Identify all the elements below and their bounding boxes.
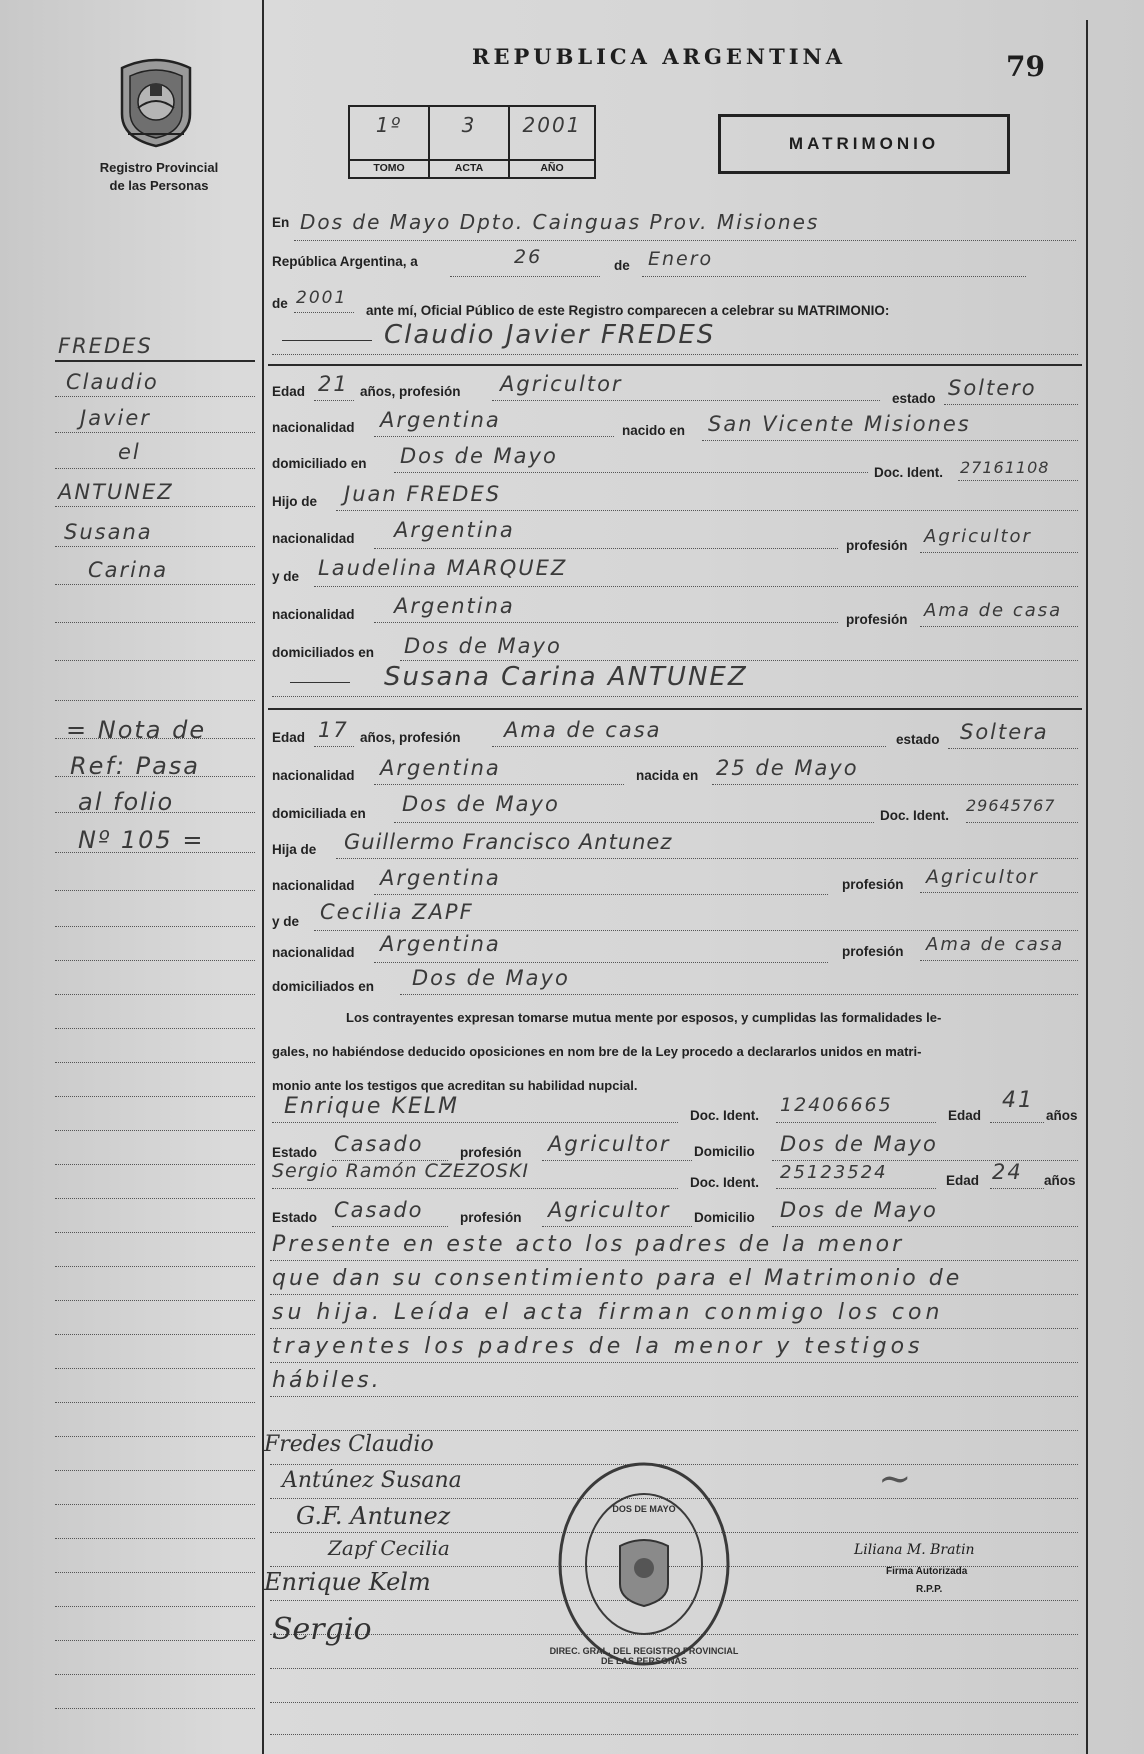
tomo-cell [350, 107, 430, 177]
acta-value: 3 [461, 113, 477, 137]
groom-full-name: Claudio Javier FREDES [384, 320, 716, 350]
margin-surname2: ANTUNEZ [58, 480, 174, 504]
bride-edad-label: Edad [272, 730, 306, 745]
witness1-name: Enrique KELM [284, 1094, 460, 1119]
year-prefix-label: de [272, 296, 288, 311]
groom-father-nac-label: nacionalidad [272, 531, 355, 546]
groom-profesion-label: años, profesión [360, 384, 461, 399]
witness1-profesion-label: profesión [460, 1145, 522, 1160]
republica-label: República Argentina, a [272, 254, 418, 269]
bride-mother-prof-label: profesión [842, 944, 904, 959]
groom-doc: 27161108 [960, 458, 1050, 477]
page-number: 79 [1006, 50, 1045, 83]
ano-value: 2001 [522, 113, 582, 137]
place-value: Dos de Mayo Dpto. Cainguas Prov. Misiones [300, 210, 820, 234]
bride-nacida: 25 de Mayo [716, 756, 859, 780]
groom-father-nac: Argentina [394, 518, 515, 542]
groom-nacido-label: nacido en [622, 423, 686, 438]
groom-profesion: Agricultor [500, 372, 623, 396]
signature-bride: Antúnez Susana [282, 1468, 462, 1493]
month-value: Enero [648, 248, 714, 270]
witness1-edad: 41 [1002, 1088, 1034, 1113]
bride-father-nac: Argentina [380, 866, 501, 890]
bride-parents-dom: Dos de Mayo [412, 966, 570, 990]
witness2-domicilio-label: Domicilio [694, 1210, 755, 1225]
groom-hijo-label: Hijo de [272, 494, 318, 509]
groom-mother-prof-label: profesión [846, 612, 908, 627]
note-line4: trayentes los padres de la menor y testigos [272, 1334, 924, 1359]
witness2-edad: 24 [992, 1160, 1023, 1184]
groom-yde-label: y de [272, 569, 300, 584]
stamp-seal-icon [556, 1460, 732, 1668]
groom-domicilio-label: domiciliado en [272, 456, 367, 471]
declaration-line3: monio ante los testigos que acreditan su habilidad nupcial. [272, 1078, 638, 1093]
right-border [1086, 20, 1088, 1754]
bride-mother-nac: Argentina [380, 932, 501, 956]
signature-witness2: Sergio [272, 1612, 372, 1647]
acta-cell [430, 107, 510, 177]
official-name: Liliana M. Bratin [854, 1542, 975, 1558]
bride-father-prof-label: profesión [842, 877, 904, 892]
document-type: MATRIMONIO [788, 134, 940, 153]
witness1-doc: 12406665 [780, 1094, 893, 1116]
groom-father: Juan FREDES [344, 482, 502, 506]
official-unit: R.P.P. [916, 1584, 943, 1595]
note-line5: hábiles. [272, 1368, 382, 1393]
margin-surname1: FREDES [58, 334, 153, 358]
witness1-anos-label: años [1046, 1108, 1078, 1123]
margin-name4: Carina [88, 558, 169, 582]
official-signature: ~ [878, 1456, 912, 1502]
bride-father-prof: Agricultor [926, 866, 1039, 888]
signature-bride-mother: Zapf Cecilia [328, 1536, 450, 1560]
groom-mother-nac-label: nacionalidad [272, 607, 355, 622]
witness1-estado: Casado [334, 1132, 424, 1156]
signature-witness1: Enrique Kelm [264, 1568, 431, 1596]
witness2-anos-label: años [1044, 1173, 1076, 1188]
witness2-name: Sergio Ramón CZEZOSKI [272, 1160, 530, 1182]
declaration-line2: gales, no habiéndose deducido oposiciones en nom bre de la Ley procedo a declararlos unidos en matri- [272, 1044, 922, 1059]
bride-mother-nac-label: nacionalidad [272, 945, 355, 960]
bride-domicilio: Dos de Mayo [402, 792, 560, 816]
witness2-estado: Casado [334, 1198, 424, 1222]
bride-full-name: Susana Carina ANTUNEZ [384, 662, 748, 692]
groom-edad-label: Edad [272, 384, 306, 399]
bride-yde-label: y de [272, 914, 300, 929]
witness1-domicilio: Dos de Mayo [780, 1132, 938, 1156]
groom-domicilio: Dos de Mayo [400, 444, 558, 468]
ano-cell [510, 107, 596, 177]
official-title: Firma Autorizada [886, 1566, 968, 1577]
margin-column [0, 0, 262, 1754]
margin-conj: el [118, 440, 141, 464]
signature-groom: Fredes Claudio [264, 1432, 434, 1457]
en-label: En [272, 215, 290, 230]
note-line3: su hija. Leída el acta firman conmigo los con [272, 1300, 944, 1325]
margin-note2: Ref: Pasa [70, 752, 200, 780]
groom-nacido: San Vicente Misiones [708, 412, 971, 436]
registry-name-line2: de las Personas [109, 178, 209, 193]
groom-mother-nac: Argentina [394, 594, 515, 618]
bride-doc: 29645767 [966, 796, 1056, 815]
groom-edad: 21 [318, 372, 349, 396]
registry-name-line1: Registro Provincial [99, 160, 219, 175]
declaration-line1: Los contrayentes expresan tomarse mutua mente por esposos, y cumplidas las formalidades le- [346, 1010, 942, 1025]
bride-estado-label: estado [896, 732, 940, 747]
bride-parents-dom-label: domiciliados en [272, 979, 375, 994]
witness2-doc-label: Doc. Ident. [690, 1175, 760, 1190]
note-line2: que dan su consentimiento para el Matrimonio de [272, 1266, 963, 1291]
groom-father-prof-label: profesión [846, 538, 908, 553]
groom-father-prof: Agricultor [924, 526, 1032, 547]
groom-mother: Laudelina MARQUEZ [318, 556, 568, 580]
official-stamp [549, 1460, 739, 1668]
witness1-domicilio-label: Domicilio [694, 1144, 755, 1159]
witness2-edad-label: Edad [946, 1173, 980, 1188]
witness2-profesion: Agricultor [548, 1198, 671, 1222]
record-table [348, 105, 596, 179]
bride-father-nac-label: nacionalidad [272, 878, 355, 893]
bride-estado: Soltera [960, 720, 1049, 744]
bride-section-divider [268, 708, 1082, 710]
margin-name3: Susana [64, 520, 153, 544]
groom-parents-dom-label: domiciliados en [272, 645, 375, 660]
month-de-label: de [614, 258, 630, 273]
bride-nacionalidad: Argentina [380, 756, 501, 780]
acta-label: ACTA [454, 162, 484, 174]
bride-mother-prof: Ama de casa [926, 934, 1065, 955]
bride-father: Guillermo Francisco Antunez [344, 830, 673, 854]
groom-nacionalidad: Argentina [380, 408, 501, 432]
bride-doc-label: Doc. Ident. [880, 808, 950, 823]
witness1-profesion: Agricultor [548, 1132, 671, 1156]
groom-section-divider [268, 364, 1082, 366]
groom-parents-dom: Dos de Mayo [404, 634, 562, 658]
country-title: REPUBLICA ARGENTINA [472, 44, 847, 69]
witness2-estado-label: Estado [272, 1210, 318, 1225]
tomo-value: 1º [375, 113, 403, 137]
margin-divider [262, 0, 264, 1754]
ano-label: AÑO [540, 162, 564, 174]
witness2-domicilio: Dos de Mayo [780, 1198, 938, 1222]
groom-estado-label: estado [892, 391, 936, 406]
witness1-edad-label: Edad [948, 1108, 982, 1123]
bride-mother: Cecilia ZAPF [320, 900, 474, 924]
stamp-outer-text: DIREC. GRAL. DEL REGISTRO PROVINCIAL DE LAS PERSONAS [549, 1646, 739, 1666]
bride-profesion: Ama de casa [504, 718, 662, 742]
witness2-profesion-label: profesión [460, 1210, 522, 1225]
day-value: 26 [514, 246, 543, 268]
groom-doc-label: Doc. Ident. [874, 465, 944, 480]
groom-estado: Soltero [948, 376, 1037, 400]
bride-edad: 17 [318, 718, 349, 742]
margin-name2: Javier [80, 406, 151, 430]
stamp-inner-text: DOS DE MAYO [612, 1504, 676, 1514]
tomo-label: TOMO [373, 162, 405, 174]
margin-note3: al folio [78, 788, 175, 816]
groom-mother-prof: Ama de casa [924, 600, 1063, 621]
margin-note4: Nº 105 = [78, 826, 205, 854]
witness1-estado-label: Estado [272, 1145, 318, 1160]
year-value: 2001 [296, 288, 348, 308]
margin-name1: Claudio [66, 370, 159, 394]
note-line1: Presente en este acto los padres de la menor [272, 1232, 905, 1257]
margin-note1: = Nota de [66, 716, 207, 744]
groom-nacionalidad-label: nacionalidad [272, 420, 355, 435]
bride-nacida-label: nacida en [636, 768, 699, 783]
witness2-doc: 25123524 [780, 1162, 888, 1183]
bride-domicilio-label: domiciliada en [272, 806, 366, 821]
bride-hija-label: Hija de [272, 842, 317, 857]
bride-profesion-label: años, profesión [360, 730, 461, 745]
witness1-doc-label: Doc. Ident. [690, 1108, 760, 1123]
signature-bride-father: G.F. Antunez [296, 1502, 451, 1530]
intro-sentence: ante mí, Oficial Público de este Registro comparecen a celebrar su MATRIMONIO: [366, 303, 890, 318]
document-type-box [718, 114, 1010, 174]
bride-nacionalidad-label: nacionalidad [272, 768, 355, 783]
